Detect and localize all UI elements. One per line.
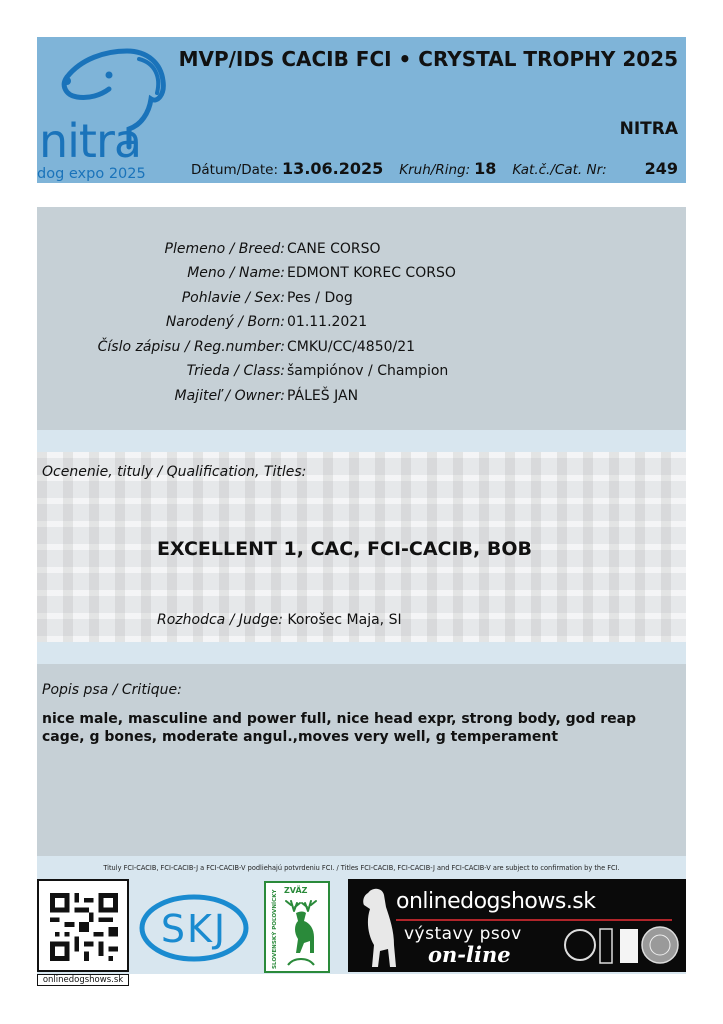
qr-code-box[interactable] [37,879,129,972]
ring-value: 18 [474,159,497,178]
partner-logos-icon [564,923,684,967]
onlinedogshows-banner[interactable] [348,879,686,972]
ods-subtitle: výstavy psov [404,924,522,944]
critique-label: Popis psa / Critique: [42,682,182,698]
qualification-titles: EXCELLENT 1, CAC, FCI-CACIB, BOB [157,538,532,560]
show-meta [191,159,678,178]
cat-label: Kat.č./Cat. Nr: [512,162,607,178]
header-banner [37,37,686,183]
qualification-label: Ocenenie, tituly / Qualification, Titles: [42,464,307,480]
nitra-dog-expo-logo [37,37,172,183]
date-label: Dátum/Date: [191,162,279,178]
show-city: NITRA [619,119,678,139]
ods-divider [396,919,672,921]
info-label: Plemeno / Breed: [164,241,285,257]
date-value: 13.06.2025 [282,159,384,178]
logo-word: nitra [39,114,142,168]
zvaz-side-text: SLOVENSKÝ POĽOVNÍCKY [272,889,278,969]
logo-sub: dog expo 2025 [37,166,146,182]
ski-logo-text: SKJ [160,907,228,951]
info-label: Majiteľ / Owner: [174,388,285,404]
info-row-born [37,314,686,334]
judge-label: Rozhodca / Judge: [157,612,283,628]
info-label: Trieda / Class: [186,363,285,379]
info-row-name [37,265,686,285]
fci-note: Tituly FCI-CACIB, FCI-CACIB-J a FCI-CACIB-V podliehajú potvrdeniu FCI. / Titles FCI-CACIB, FCI-CACIB-J and FCI-CACIB-V are subject to confirmation by the FCI. [103,864,620,872]
info-label: Meno / Name: [187,265,285,281]
ods-online: on-line [428,942,511,967]
qualification-section [37,452,686,642]
zvaz-top-text: ZVÄZ [284,886,308,895]
hunting-union-logo [264,881,330,973]
divider-strip [37,642,686,664]
info-row-class [37,363,686,383]
info-value: PÁLEŠ JAN [287,388,359,404]
dog-info-section [37,207,686,430]
info-label: Narodený / Born: [165,314,285,330]
cat-value: 249 [644,159,678,178]
critique-text: nice male, masculine and power full, nice head expr, strong body, god reap cage, g bones, moderate angul.,moves very well, g temperament [42,711,637,745]
info-value: CANE CORSO [287,241,381,257]
show-title: MVP/IDS CACIB FCI • CRYSTAL TROPHY 2025 [178,47,678,71]
qr-code-icon [49,893,119,961]
divider-strip [37,430,686,452]
qr-caption[interactable]: onlinedogshows.sk [37,974,129,986]
info-row-owner [37,388,686,408]
critique-section [37,664,686,856]
info-row-breed [37,241,686,261]
info-label: Pohlavie / Sex: [181,290,285,306]
info-value: Pes / Dog [287,290,353,306]
info-value: šampiónov / Champion [287,363,449,379]
info-row-reg-number [37,339,686,359]
judge [157,612,402,628]
ski-logo [138,892,250,964]
info-label: Číslo zápisu / Reg.number: [97,339,285,355]
ring-label: Kruh/Ring: [399,162,471,178]
info-value: 01.11.2021 [287,314,368,330]
info-value: EDMONT KOREC CORSO [287,265,456,281]
ods-brand: onlinedogshows.sk [396,889,596,914]
info-value: CMKU/CC/4850/21 [287,339,416,355]
info-row-sex [37,290,686,310]
judge-value: Korošec Maja, SI [287,612,402,628]
